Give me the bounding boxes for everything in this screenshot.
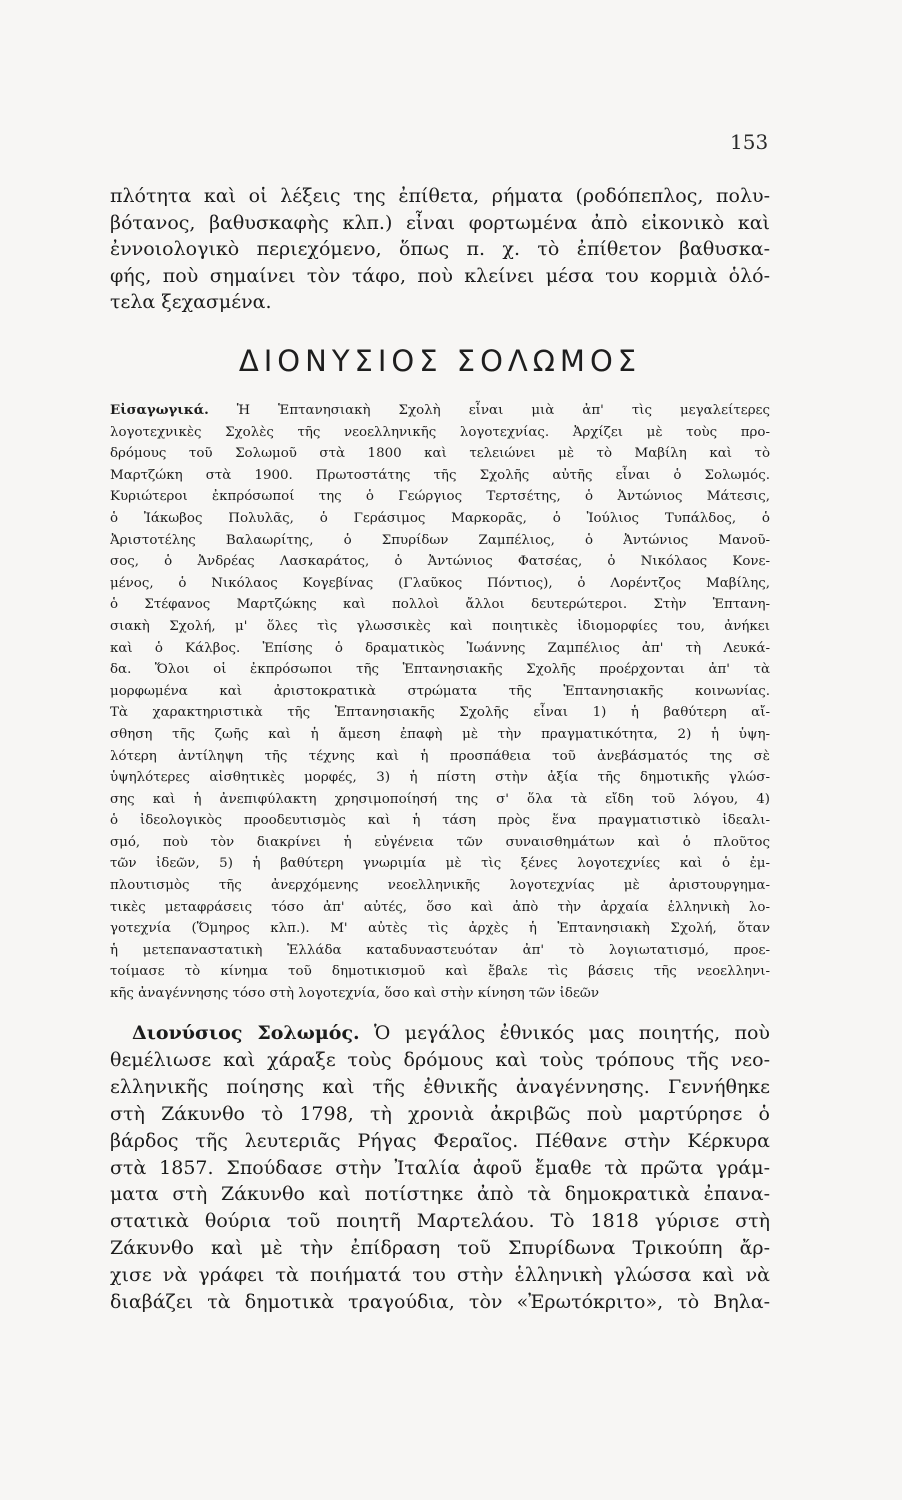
- text-line: στὴ Ζάκυνθο τὸ 1798, τὴ χρονιὰ ἀκριβῶς ποὺ μαρτύρησε ὁ: [110, 1102, 770, 1125]
- page-number: 153: [730, 130, 769, 154]
- text-line: σης καὶ ἡ ἀνεπιφύλακτη χρησιμοποίησή της σ' ὅλα τὰ εἴδη τοῦ λόγου, 4): [110, 791, 770, 807]
- intro-paragraph: [110, 183, 770, 316]
- text-line: [110, 400, 770, 422]
- text-line: στὰ 1857. Σπούδασε στὴν Ἰταλία ἀφοῦ ἔμαθε τὰ πρῶτα γράμ-: [110, 1156, 770, 1179]
- text-line: μορφωμένα καὶ ἀριστοκρατικὰ στρώματα τῆς Ἑπτανησιακῆς κοινωνίας.: [110, 683, 770, 699]
- text-line: φής, ποὺ σημαίνει τὸν τάφο, ποὺ κλείνει μέσα του κορμιὰ ὁλό-: [110, 264, 770, 287]
- text-line: ματα στὴ Ζάκυνθο καὶ ποτίστηκε ἀπὸ τὰ δημοκρατικὰ ἐπανα-: [110, 1183, 770, 1206]
- text-line: τῶν ἰδεῶν, 5) ἡ βαθύτερη γνωριμία μὲ τὶς ξένες λογοτεχνίες καὶ ὁ ἐμ-: [110, 856, 770, 872]
- text-line: τελα ξεχασμένα.: [110, 291, 272, 314]
- text-line: σιακὴ Σχολή, μ' ὅλες τὶς γλωσσικὲς καὶ ποιητικὲς ἰδιομορφίες του, ἀνήκει: [110, 618, 770, 634]
- text-line: τικὲς μεταφράσεις τόσο ἀπ' αὐτές, ὅσο καὶ ἀπὸ τὴν ἀρχαία ἑλληνικὴ λο-: [110, 899, 770, 915]
- text-line: πλουτισμὸς τῆς ἀνερχόμενης νεοελληνικῆς λογοτεχνίας μὲ ἀριστουργημα-: [110, 878, 770, 894]
- text-line: γοτεχνία (Ὅμηρος κλπ.). Μ' αὐτὲς τὶς ἀρχὲς ἡ Ἑπτανησιακὴ Σχολή, ὅταν: [110, 921, 770, 937]
- text-line: διαβάζει τὰ δημοτικὰ τραγούδια, τὸν «Ἐρωτόκριτο», τὸ Βηλα-: [110, 1291, 770, 1314]
- section-heading: ΔΙΟΝΥΣΙΟΣ ΣΟΛΩΜΟΣ: [238, 344, 642, 378]
- text-fragment: Ὁ μεγάλος ἐθνικός μας ποιητής, ποὺ: [359, 1022, 770, 1044]
- text-line: βάρδος τῆς λευτεριᾶς Ρήγας Φεραῖος. Πέθανε στὴν Κέρκυρα: [110, 1129, 770, 1152]
- text-line: σθηση τῆς ζωῆς καὶ ἡ ἄμεση ἐπαφὴ μὲ τὴν πραγματικότητα, 2) ἡ ὑψη-: [110, 726, 770, 742]
- text-line: Τὰ χαρακτηριστικὰ τῆς Ἑπτανησιακῆς Σχολῆς εἶναι 1) ἡ βαθύτερη αἴ-: [110, 705, 770, 721]
- text-line: χισε νὰ γράφει τὰ ποιήματά του στὴν ἑλληνικὴ γλώσσα καὶ νὰ: [110, 1264, 770, 1287]
- text-line: Κυριώτεροι ἐκπρόσωποί της ὁ Γεώργιος Τερτσέτης, ὁ Ἀντώνιος Μάτεσις,: [110, 489, 770, 505]
- text-line: Ἀριστοτέλης Βαλαωρίτης, ὁ Σπυρίδων Ζαμπέλιος, ὁ Ἀντώνιος Μανοῦ-: [110, 532, 770, 548]
- section-lead: Εἰσαγωγικά.: [110, 402, 209, 418]
- text-line: τοίμασε τὸ κίνημα τοῦ δημοτικισμοῦ καὶ ἔβαλε τὶς βάσεις τῆς νεοελληνι-: [110, 964, 770, 980]
- text-line: δα. Ὅλοι οἱ ἐκπρόσωποι τῆς Ἑπτανησιακῆς Σχολῆς προέρχονται ἀπ' τὰ: [110, 662, 770, 678]
- text-line: λότερη ἀντίληψη τῆς τέχνης καὶ ἡ προσπάθεια τοῦ ἀνεβάσματός της σὲ: [110, 748, 770, 764]
- text-line: θεμέλιωσε καὶ χάραξε τοὺς δρόμους καὶ τοὺς τρόπους τῆς νεο-: [110, 1048, 770, 1071]
- text-line: ὁ ἰδεολογικὸς προοδευτισμὸς καὶ ἡ τάση πρὸς ἕνα πραγματιστικὸ ἰδεαλι-: [110, 813, 770, 829]
- introduction-section: [110, 400, 770, 1005]
- text-line: ἡ μετεπαναστατικὴ Ἑλλάδα καταδυναστευόταν ἀπ' τὸ λογιωτατισμό, προε-: [110, 942, 770, 958]
- text-line: ἐννοιολογικὸ περιεχόμενο, ὅπως π. χ. τὸ ἐπίθετον βαθυσκα-: [110, 238, 770, 261]
- text-line: Μαρτζώκη στὰ 1900. Πρωτοστάτης τῆς Σχολῆς αὐτῆς εἶναι ὁ Σολωμός.: [110, 467, 770, 483]
- text-line: βότανος, βαθυσκαφὴς κλπ.) εἶναι φορτωμένα ἀπὸ εἰκονικὸ καὶ: [110, 211, 770, 234]
- text-line: ελληνικῆς ποίησης καὶ τῆς ἐθνικῆς ἀναγέννησης. Γεννήθηκε: [110, 1075, 770, 1098]
- text-line: ὑψηλότερες αἰσθητικὲς μορφές, 3) ἡ πίστη στὴν ἀξία τῆς δημοτικῆς γλώσ-: [110, 770, 770, 786]
- text-fragment: Ἡ Ἑπτανησιακὴ Σχολὴ εἶναι μιὰ ἀπ' τὶς μεγαλείτερες: [208, 403, 770, 418]
- text-line: Ζάκυνθο καὶ μὲ τὴν ἐπίδραση τοῦ Σπυρίδωνα Τρικούπη ἄρ-: [110, 1237, 770, 1260]
- text-line: δρόμους τοῦ Σολωμοῦ στὰ 1800 καὶ τελειώνει μὲ τὸ Μαβίλη καὶ τὸ: [110, 446, 770, 462]
- text-line: ὁ Στέφανος Μαρτζώκης καὶ πολλοὶ ἄλλοι δευτερώτεροι. Στὴν Ἑπτανη-: [110, 597, 770, 613]
- text-line: καὶ ὁ Κάλβος. Ἐπίσης ὁ δραματικὸς Ἰωάννης Ζαμπέλιος ἀπ' τὴ Λευκά-: [110, 640, 770, 656]
- text-line: στατικὰ θούρια τοῦ ποιητῆ Μαρτελάου. Τὸ 1818 γύρισε στὴ: [110, 1210, 770, 1233]
- section-lead: Διονύσιος Σολωμός.: [132, 1022, 360, 1044]
- text-line: σος, ὁ Ἀνδρέας Λασκαράτος, ὁ Ἀντώνιος Φατσέας, ὁ Νικόλαος Κονε-: [110, 554, 770, 570]
- text-line: πλότητα καὶ οἱ λέξεις της ἐπίθετα, ρήματα (ροδόπεπλος, πολυ-: [110, 185, 770, 207]
- text-line: κῆς ἀναγέννησης τόσο στὴ λογοτεχνία, ὅσο καὶ στὴν κίνηση τῶν ἰδεῶν: [110, 986, 599, 1002]
- biography-section: [110, 1020, 770, 1316]
- text-line: [110, 1020, 770, 1047]
- text-line: λογοτεχνικὲς Σχολὲς τῆς νεοελληνικῆς λογοτεχνίας. Ἀρχίζει μὲ τοὺς προ-: [110, 424, 770, 440]
- text-line: σμό, ποὺ τὸν διακρίνει ἡ εὐγένεια τῶν συναισθημάτων καὶ ὁ πλοῦτος: [110, 834, 770, 850]
- text-line: ὁ Ἰάκωβος Πολυλᾶς, ὁ Γεράσιμος Μαρκορᾶς, ὁ Ἰούλιος Τυπάλδος, ὁ: [110, 510, 770, 526]
- text-line: μένος, ὁ Νικόλαος Κογεβίνας (Γλαῦκος Πόντιος), ὁ Λορέντζος Μαβίλης,: [110, 575, 770, 591]
